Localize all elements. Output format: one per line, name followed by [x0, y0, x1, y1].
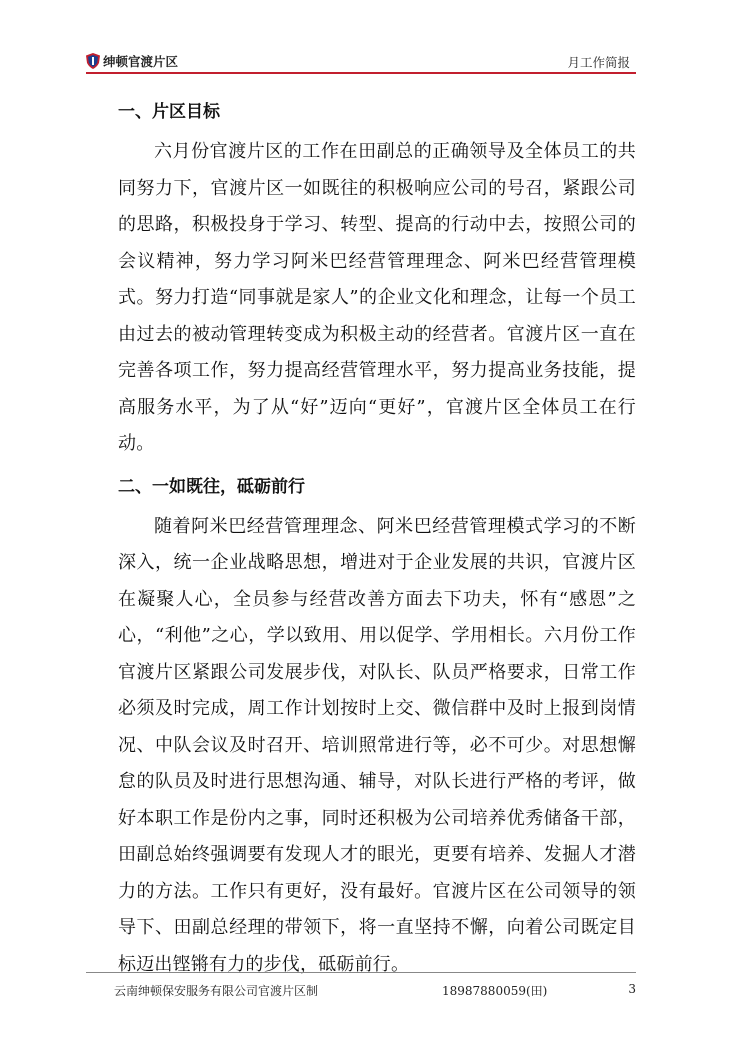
footer-company: 云南绅顿保安服务有限公司官渡片区制 — [114, 984, 319, 998]
section-heading: 一、片区目标 — [118, 102, 220, 122]
page-number: 3 — [628, 982, 636, 996]
section-paragraph: 随着阿米巴经营管理理念、阿米巴经营管理模式学习的不断深入，统一企业战略思想，增进对于企业发展的共识，官渡片区在凝聚人心，全员参与经营改善方面去下功夫，怀有“感恩”之心，“利他”之心，学以致用、用以促学、学用相长。六月份工作官渡片区紧跟公司发展步伐，对队长、队员严格要求，日常工作必须及时完成，周工作计划按时上交、微信群中及时上报到岗情况、中队会议及时召开、培训照常进行等，必不可少。对思想懈怠的队员及时进行思想沟通、辅导，对队长进行严格的考评，做好本职工作是份内之事，同时还积极为公司培养优秀储备干部，田副总始终强调要有发现人才的眼光，更要有培养、发掘人才潜力的方法。工作只有更好，没有最好。官渡片区在公司领导的领导下、田副总经理的带领下，将一直坚持不懈，向着公司既定目标迈出铿锵有力的步伐，砥砺前行。 — [118, 515, 636, 975]
shield-logo-icon — [86, 53, 100, 69]
org-name: 绅顿官渡片区 — [103, 54, 179, 69]
page-footer — [86, 972, 636, 999]
footer-phone: 18987880059(田) — [442, 984, 548, 998]
document-body — [118, 90, 636, 983]
page-header — [86, 50, 636, 74]
section-paragraph: 六月份官渡片区的工作在田副总的正确领导及全体员工的共同努力下，官渡片区一如既往的积极响应公司的号召，紧跟公司的思路，积极投身于学习、转型、提高的行动中去，按照公司的会议精神，努力学习阿米巴经营管理理念、阿米巴经营管理模式。努力打造“同事就是家人”的企业文化和理念，让每一个员工由过去的被动管理转变成为积极主动的经营者。官渡片区一直在完善各项工作，努力提高经营管理水平，努力提高业务技能，提高服务水平，为了从“好”迈向“更好”，官渡片区全体员工在行动。 — [118, 141, 636, 454]
report-title: 月工作简报 — [567, 55, 630, 70]
section-heading: 二、一如既往，砥砺前行 — [118, 476, 305, 497]
